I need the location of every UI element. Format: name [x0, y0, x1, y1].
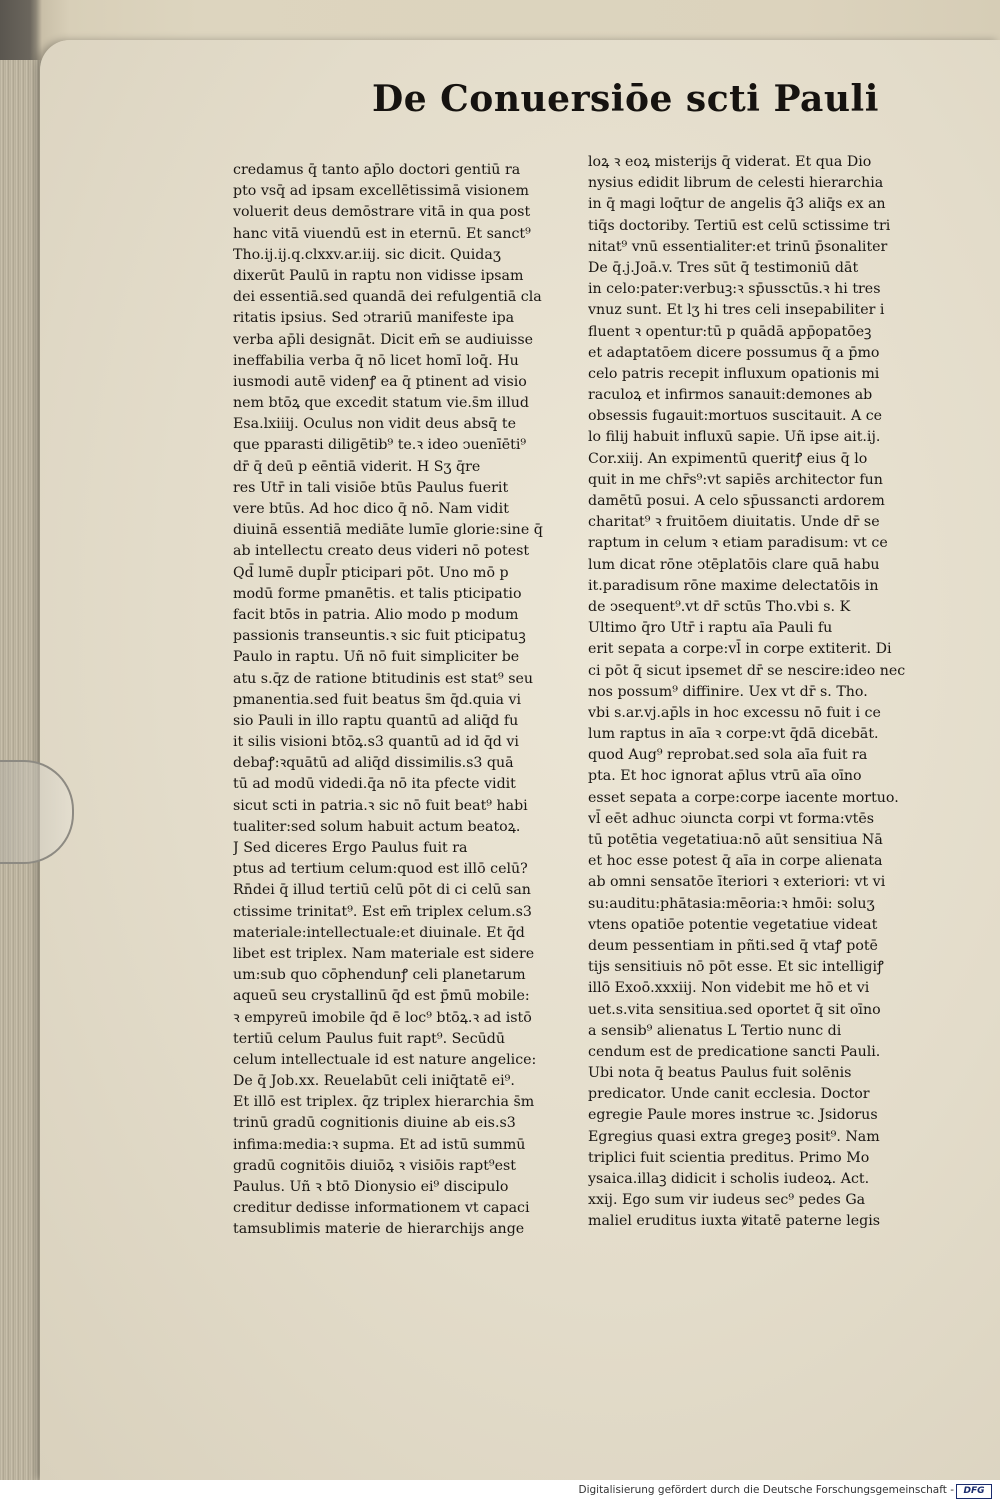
text-line: dr̄ q̄ deū p eēntiā viderit. H Sʒ q̄re — [233, 458, 481, 475]
text-line: diuinā essentiā mediāte lumīe glorie:sine q̄ — [233, 522, 543, 539]
text-line: lum raptus in aīa ꝛ corpe:vt q̄dā dicebāt. — [588, 726, 879, 743]
text-line: raculoꝝ et infirmos sanauit:demones ab — [588, 387, 873, 404]
text-line: hanc vitā viuendū est in eternū. Et sanct⁹ — [233, 225, 531, 242]
text-line: tertiū celum Paulus fuit rapt⁹. Secūdū — [233, 1030, 506, 1047]
page-heading: De Conuersiōe scti Pauli — [372, 78, 879, 120]
text-line: charitat⁹ ꝛ fruitōem diuitatis. Unde dr̄ se — [588, 514, 880, 531]
text-line: maliel eruditus iuxta ꝟitatē paterne legis — [588, 1213, 881, 1230]
text-line: um:sub quo cōphendunꝭ celi planetarum — [233, 967, 526, 984]
text-line: triplici fuit scientia preditus. Primo Mo — [588, 1149, 870, 1166]
text-line: tualiter:sed solum habuit actum beatoꝝ. — [233, 818, 521, 835]
text-line: Ubi nota q̄ beatus Paulus fuit solēnis — [588, 1065, 852, 1082]
text-line: nysius edidit librum de celesti hierarchia — [588, 175, 884, 192]
text-line: nos possum⁹ diffinire. Uex vt dr̄ s. Tho. — [588, 683, 868, 700]
text-line: De q̄ Job.xx. Reuelabūt celi iniq̄tatē ei⁹. — [233, 1073, 515, 1090]
text-line: vtens opatiōe potentie vegetatiue videat — [588, 916, 878, 933]
text-line: modū forme pmanētis. et talis pticipatio — [233, 585, 522, 602]
text-line: pmanentia.sed fuit beatus s̄m q̄d.quia vi — [233, 691, 522, 708]
text-line: ineffabilia verba q̄ nō licet homī loq̄. Hu — [233, 352, 519, 369]
text-line: tamsublimis materie de hierarchijs ange — [233, 1221, 525, 1238]
text-line: it silis visioni btōꝝ.s3 quantū ad id q̄d vi — [233, 734, 519, 751]
footer-bar — [0, 1480, 1000, 1502]
text-line: it.paradisum rōne maxime delectatōis in — [588, 577, 879, 594]
text-line: quit in me chr̄s⁹:vt sapiēs architector fun — [588, 471, 883, 488]
text-line: damētū posui. A celo sp̄ussancti ardorem — [588, 493, 885, 509]
text-line: erit sepata a corpe:vl̄ in corpe extiterit. Di — [588, 641, 892, 658]
dfg-logo: DFG — [956, 1484, 992, 1499]
text-line: Et illō est triplex. q̄z triplex hierarchia s̄m — [233, 1094, 535, 1111]
text-line: Rn̄dei q̄ illud tertiū celū pōt di ci celū san — [233, 882, 531, 899]
text-line: Esa.lxiiij. Oculus non vidit deus absq̄ te — [233, 416, 516, 433]
text-line: loꝝ ꝛ eoꝝ misterijs q̄ viderat. Et qua Dio — [588, 154, 872, 170]
text-line: J Sed diceres Ergo Paulus fuit ra — [233, 840, 468, 856]
text-line: Egregius quasi extra gregeꝫ posit⁹. Nam — [588, 1128, 880, 1145]
text-line: De q̄.j.Joā.v. Tres sūt q̄ testimoniū dāt — [588, 259, 859, 276]
text-line: de ↄsequent⁹.vt dr̄ sctūs Tho.vbi s. K — [588, 598, 851, 615]
text-line: ab intellectu creato deus videri nō potest — [233, 543, 530, 560]
text-line: nitat⁹ vnū essentialiter:et trinū p̄sonaliter — [588, 238, 888, 255]
text-line: ab omni sensatōe īteriori ꝛ exteriori: vt vi — [588, 874, 886, 891]
text-line: passionis transeuntis.ꝛ sic fuit pticipatuꝫ — [233, 628, 526, 645]
text-line: egregie Paule mores instrue ꝛc. Jsidorus — [588, 1107, 878, 1124]
text-line: vl̄ eēt adhuc ↄiuncta corpi vt forma:vtēs — [588, 810, 874, 827]
text-line: sio Pauli in illo raptu quantū ad aliq̄d fu — [233, 712, 519, 729]
text-line: creditur dedisse informationem vt capaci — [233, 1200, 530, 1217]
text-line: obsessis fugauit:mortuos suscitauit. A ce — [588, 408, 883, 425]
text-line: voluerit deus demōstrare vitā in qua post — [233, 204, 531, 221]
text-line: sicut scti in patria.ꝛ sic nō fuit beat⁹ habi — [233, 797, 528, 814]
text-line: Cor.xiij. An expimentū queritꝭ eius q̄ lo — [588, 450, 868, 467]
text-line: vnuz sunt. Et lʒ hi tres celi insepabiliter i — [588, 302, 885, 319]
text-line: celo patris recepit influxum opationis mi — [588, 365, 880, 382]
text-line: Paulo in raptu. Uñ nō fuit simpliciter be — [233, 649, 520, 666]
text-line: su:auditu:phātasia:mēoria:ꝛ hmōi: soluʒ — [588, 895, 875, 912]
text-line: facit btōs in patria. Alio modo p modum — [233, 606, 519, 623]
text-line: esset sepata a corpe:corpe iacente mortuo. — [588, 789, 899, 806]
text-line: libet est triplex. Nam materiale est sidere — [233, 945, 535, 962]
text-line: tū potētia vegetatiua:nō aūt sensitiua Nā — [588, 832, 883, 848]
text-line: dixerūt Paulū in raptu non vidisse ipsam — [233, 267, 524, 284]
text-line: tijs sensitiuis nō pōt esse. Et sic intelligiꝭ — [588, 959, 884, 976]
text-line: lo filij habuit influxū sapie. Uñ ipse ait.ij. — [588, 429, 881, 446]
text-line: et adaptatōem dicere possumus q̄ a p̄mo — [588, 344, 880, 361]
text-line: nem btōꝝ que excedit statum vie.s̄m illud — [233, 395, 530, 412]
text-line: pta. Et hoc ignorat ap̄lus vtrū aīa oīno — [588, 768, 862, 785]
text-line: in q̄ magi loq̄tur de angelis q̄3 aliq̄s ex an — [588, 196, 886, 213]
text-line: ꝛ empyreū imobile q̄d ē loc⁹ btōꝝ.ꝛ ad istō — [233, 1009, 532, 1026]
text-line: trinū gradū cognitionis diuine ab eis.s3 — [233, 1115, 516, 1132]
text-line: infima:media:ꝛ supma. Et ad istū summū — [233, 1136, 526, 1153]
text-line: xxij. Ego sum vir iudeus sec⁹ pedes Ga — [588, 1192, 866, 1209]
text-line: raptum in celum ꝛ etiam paradisum: vt ce — [588, 535, 888, 552]
text-line: ysaica.illaꝫ didicit i scholis iudeoꝝ. Act. — [588, 1171, 870, 1187]
text-line: ritatis ipsius. Sed ↄtrariū manifeste ipa — [233, 310, 515, 327]
text-line: res Utr̄ in tali visiōe btūs Paulus fuerit — [233, 479, 509, 496]
text-line: Tho.ij.ij.q.clxxv.ar.iij. sic dicit. Quidaʒ — [233, 246, 501, 263]
footer-credit: Digitalisierung gefördert durch die Deutsche Forschungsgemeinschaft - — [578, 1484, 954, 1496]
text-line: credamus q̄ tanto ap̄lo doctori gentiū ra — [233, 162, 521, 178]
text-line: gradū cognitōis diuiōꝝ ꝛ visiōis rapt⁹est — [233, 1157, 516, 1174]
text-line: in celo:pater:verbuꝫ:ꝛ sp̄ussctūs.ꝛ hi tres — [588, 281, 881, 298]
text-line: ci pōt q̄ sicut ipsemet dr̄ se nescire:ideo nec — [588, 662, 906, 679]
text-line: debaꝭ:ꝛquātū ad aliq̄d dissimilis.s3 quā — [233, 755, 514, 772]
text-line: tiq̄s doctoriby. Tertiū est celū sctissime tri — [588, 217, 891, 234]
text-line: et hoc esse potest q̄ aīa in corpe alienata — [588, 853, 883, 870]
text-line: verba ap̄li designāt. Dicit em̄ se audiuisse — [233, 331, 534, 348]
text-line: Paulus. Uñ ꝛ btō Dionysio ei⁹ discipulo — [233, 1179, 509, 1195]
text-line: uet.s.vita sensitiua.sed oportet q̄ sit oīno — [588, 1001, 881, 1018]
text-line: celum intellectuale id est nature angelice: — [233, 1051, 537, 1068]
text-line: a sensib⁹ alienatus L Tertio nunc di — [588, 1022, 842, 1039]
text-line: aqueū seu crystallinū q̄d est p̄mū mobile: — [233, 988, 530, 1005]
text-line: materiale:intellectuale:et diuinale. Et q̄d — [233, 924, 525, 941]
text-line: deum pessentiam in pñti.sed q̄ vtaꝭ potē — [588, 937, 878, 954]
text-line: Ultimo q̄ro Utr̄ i raptu aīa Pauli fu — [588, 620, 833, 637]
text-line: predicator. Unde canit ecclesia. Doctor — [588, 1086, 870, 1103]
text-line: tū ad modū videdi.q̄a nō ita pfecte vidit — [233, 776, 516, 793]
text-line: pto vsq̄ ad ipsam excellētissimā visionem — [233, 183, 529, 200]
left-text-column — [233, 160, 579, 1241]
text-line: Qd̄ lumē dupl̄r pticipari pōt. Uno mō p — [233, 564, 509, 581]
text-line: vbi s.ar.vj.ap̄ls in hoc excessu nō fuit i ce — [588, 704, 881, 721]
text-line: quod Aug⁹ reprobat.sed sola aīa fuit ra — [588, 747, 868, 764]
text-line: que pparasti diligētib⁹ te.ꝛ ideo ↄuenīēti⁹ — [233, 437, 527, 454]
text-line: cendum est de predicatione sancti Pauli. — [588, 1043, 881, 1060]
text-line: illō Exoō.xxxiij. Non videbit me hō et vi — [588, 980, 870, 997]
text-line: vere btūs. Ad hoc dico q̄ nō. Nam vidit — [233, 501, 509, 517]
text-line: ctissime trinitat⁹. Est em̄ triplex celum.s3 — [233, 903, 532, 920]
text-line: dei essentiā.sed quandā dei refulgentiā cla — [233, 289, 542, 306]
right-text-column — [588, 152, 940, 1233]
text-line: lum dicat rōne ↄtēplatōis clare quā habu — [588, 556, 880, 573]
text-line: atu s.q̄z de ratione btitudinis est stat⁹ seu — [233, 670, 534, 687]
text-line: fluent ꝛ opentur:tū p quādā app̄opatōeꝫ — [588, 323, 872, 340]
text-line: ptus ad tertium celum:quod est illō celū? — [233, 861, 528, 878]
text-line: iusmodi autē videnꝭ ea q̄ ptinent ad visio — [233, 373, 527, 390]
